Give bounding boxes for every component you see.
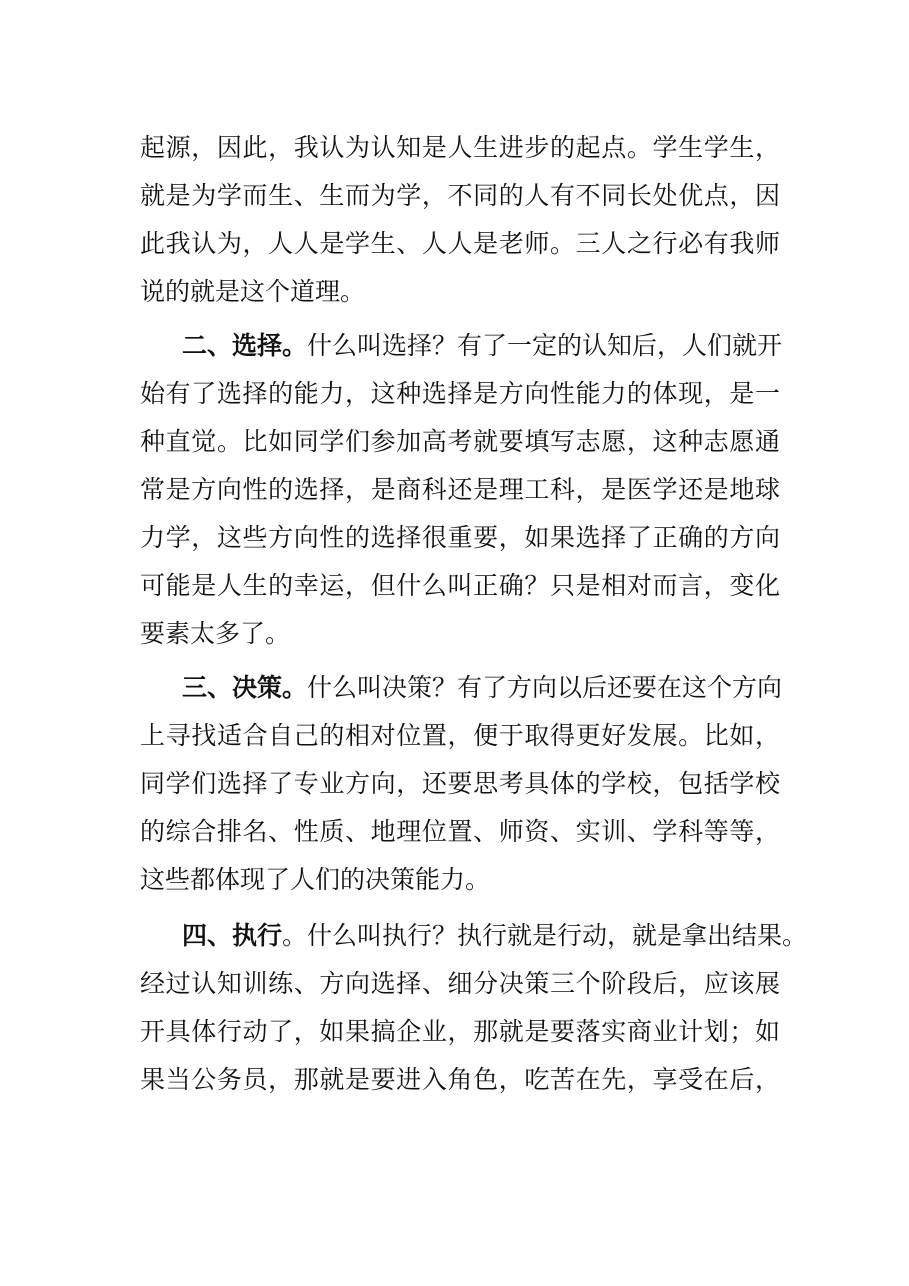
text-line — [140, 912, 808, 960]
paragraph-decision — [140, 664, 783, 904]
text-line: 起源，因此，我认为认知是人生进步的起点。学生学生， — [140, 133, 780, 162]
section-heading-decision: 三、决策。 — [182, 673, 308, 702]
text-line: 力学，这些方向性的选择很重要，如果选择了正确的方向 — [140, 523, 780, 552]
text-line: 种直觉。比如同学们参加高考就要填写志愿，这种志愿通 — [140, 427, 780, 456]
text-line: 说的就是这个道理。 — [140, 277, 366, 306]
text-line: 就是为学而生、生而为学，不同的人有不同长处优点，因 — [140, 181, 780, 210]
text-segment: 。什么叫执行？执行就是行动，就是拿出结果。 — [282, 921, 808, 950]
paragraph-intro — [140, 124, 780, 316]
text-line: 果当公务员，那就是要进入角色，吃苦在先，享受在后， — [140, 1065, 780, 1094]
text-line: 始有了选择的能力，这种选择是方向性能力的体现，是一 — [140, 379, 780, 408]
paragraph-execution — [140, 912, 808, 1104]
paragraph-choice — [140, 322, 783, 658]
text-line — [140, 664, 783, 712]
text-line: 此我认为，人人是学生、人人是老师。三人之行必有我师 — [140, 229, 780, 258]
text-line: 的综合排名、性质、地理位置、师资、实训、学科等等， — [140, 817, 780, 846]
text-line: 经过认知训练、方向选择、细分决策三个阶段后，应该展 — [140, 969, 780, 998]
section-heading-execution: 四、执行 — [182, 921, 283, 950]
text-line: 开具体行动了，如果搞企业，那就是要落实商业计划；如 — [140, 1017, 780, 1046]
text-segment: 什么叫决策？有了方向以后还要在这个方向 — [307, 673, 783, 702]
text-segment: 什么叫选择？有了一定的认知后，人们就开 — [307, 331, 783, 360]
text-line: 这些都体现了人们的决策能力。 — [140, 865, 491, 894]
text-line: 同学们选择了专业方向，还要思考具体的学校，包括学校 — [140, 769, 780, 798]
text-line: 常是方向性的选择，是商科还是理工科，是医学还是地球 — [140, 475, 780, 504]
section-heading-choice: 二、选择。 — [182, 331, 308, 360]
text-line: 上寻找适合自己的相对位置，便于取得更好发展。比如， — [140, 721, 780, 750]
text-line: 可能是人生的幸运，但什么叫正确？只是相对而言，变化 — [140, 571, 780, 600]
text-line: 要素太多了。 — [140, 619, 291, 648]
text-line — [140, 322, 783, 370]
